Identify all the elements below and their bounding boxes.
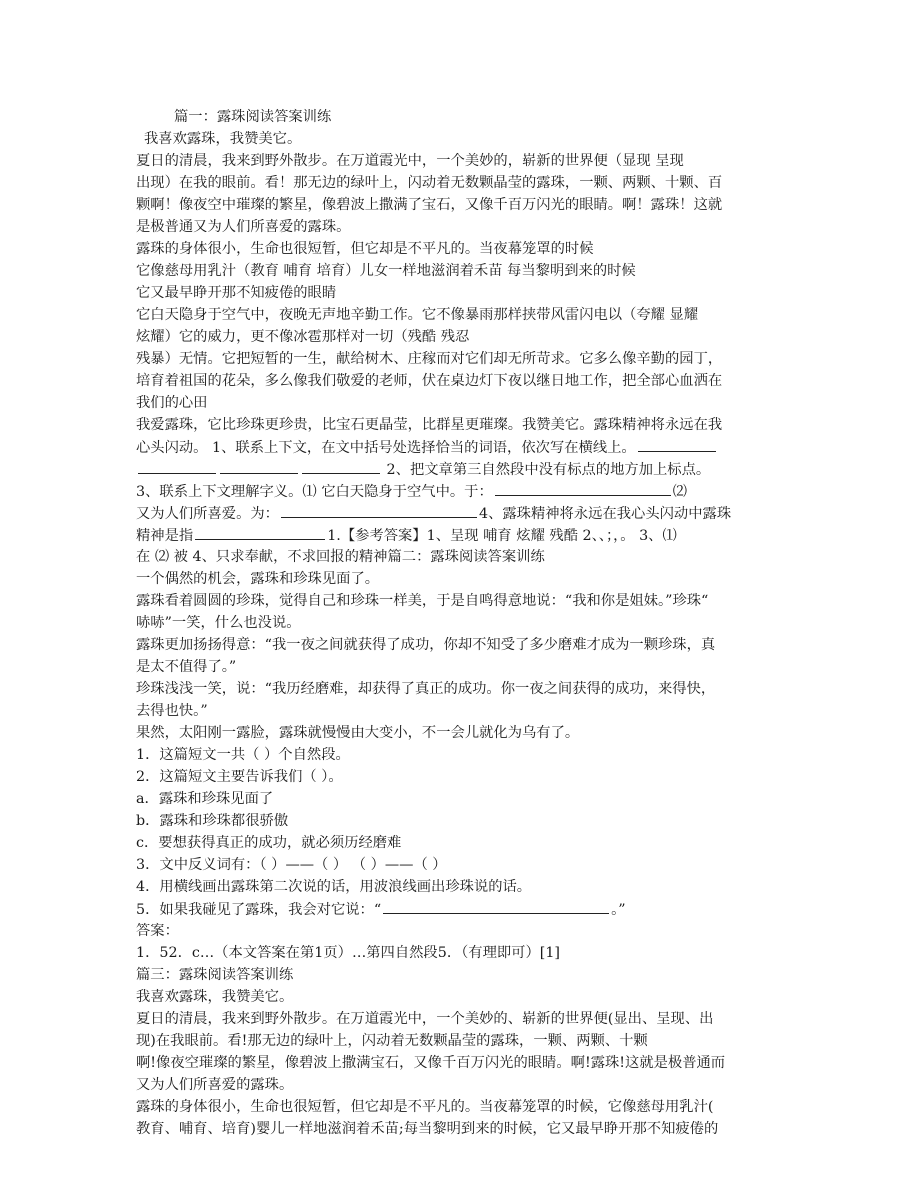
text-line: 去得也快。” — [136, 703, 208, 719]
answer-blank — [302, 458, 380, 474]
text-line: 炫耀）它的威力，更不像冰雹那样对一切（残酷 残忍 — [136, 329, 470, 345]
text-line: 我爱露珠，它比珍珠更珍贵，比宝石更晶莹，比群星更璀璨。我赞美它。露珠精神将永远在我 — [136, 417, 723, 433]
text-line: 露珠的身体很小，生命也很短暂，但它却是不平凡的。当夜幕笼罩的时候，它像慈母用乳汁( — [136, 1099, 714, 1115]
text-line: 哧哧”一笑，什么也没说。 — [136, 615, 301, 631]
text-line: 果然，太阳刚一露脸，露珠就慢慢由大变小，不一会儿就化为乌有了。 — [136, 725, 580, 741]
text-line: 教育、哺育、培育)婴儿一样地滋润着禾苗;每当黎明到来的时候，它又最早睁开那不知疲倦的 — [136, 1121, 719, 1137]
question-5-end: 。” — [611, 902, 626, 918]
text-line: 残暴）无情。它把短暂的一生，献给树木、庄稼而对它们却无所苛求。它多么像辛勤的园丁， — [136, 351, 723, 367]
text-line: 我们的心田 — [136, 395, 208, 411]
answer-line: 1．52．c…（本文答案在第1页）…第四自然段5．（有理即可）[1] — [136, 945, 561, 961]
question-2-text: 2、把文章第三自然段中没有标点的地方加上标点。 — [386, 462, 711, 478]
text-line: 露珠更加扬扬得意：“我一夜之间就获得了成功，你却不知受了多少磨难才成为一颗珍珠，真 — [136, 637, 716, 653]
question-4-text-b: 精神是指 — [136, 528, 194, 544]
question-line: 4．用横线画出露珠第二次说的话，用波浪线画出珍珠说的话。 — [136, 879, 532, 895]
question-3-text: 3、联系上下文理解字义。⑴ 它白天隐身于空气中。于： — [136, 484, 493, 500]
option-line: c．要想获得真正的成功，就必须历经磨难 — [136, 835, 402, 851]
text-line: 我喜欢露珠，我赞美它。 — [136, 989, 294, 1005]
question-3-text-b: 又为人们所喜爱。为： — [136, 506, 279, 522]
text-line: 是极普通又为人们所喜爱的露珠。 — [136, 219, 351, 235]
question-line — [136, 502, 796, 524]
text-line: 它白天隐身于空气中，夜晚无声地辛勤工作。它不像暴雨那样挟带风雷闪电以（夸耀 显耀 — [136, 307, 699, 323]
question-line — [136, 524, 796, 546]
text-line: 又为人们所喜爱的露珠。 — [136, 1077, 294, 1093]
section-title-3: 篇三：露珠阅读答案训练 — [136, 967, 294, 983]
question-5-text: 5．如果我碰见了露珠，我会对它说：“ — [136, 902, 382, 918]
question-3-part2: ⑵ — [672, 484, 688, 500]
reference-answer: 1.【参考答案】1、呈现 哺育 炫耀 残酷 2、、；，。 3、⑴ — [327, 528, 677, 544]
question-line — [136, 458, 796, 480]
question-line — [136, 436, 796, 458]
question-line — [136, 898, 796, 920]
question-1-text: 心头闪动。 1、联系上下文，在文中括号处选择恰当的词语，依次写在横线上。 — [136, 440, 636, 456]
text-line: 培育着祖国的花朵，多么像我们敬爱的老师，伏在桌边灯下夜以继日地工作，把全部心血洒在 — [136, 373, 723, 389]
text-line: 它像慈母用乳汁（教育 哺育 培育）儿女一样地滋润着禾苗 每当黎明到来的时候 — [136, 263, 636, 279]
option-line: b．露珠和珍珠都很骄傲 — [136, 813, 289, 829]
question-line: 1．这篇短文一共（ ）个自然段。 — [136, 747, 350, 763]
question-4-text: 4、露珠精神将永远在我心头闪动中露珠 — [478, 506, 732, 522]
question-line: 2．这篇短文主要告诉我们（ ）。 — [136, 769, 343, 785]
question-line: 3．文中反义词有：（ ）——（ ） （ ）——（ ） — [136, 857, 447, 873]
text-line: 夏日的清晨，我来到野外散步。在万道霞光中，一个美妙的，崭新的世界便（显现 呈现 — [136, 153, 684, 169]
text-line: 一个偶然的机会，露珠和珍珠见面了。 — [136, 571, 380, 587]
text-line: 出现）在我的眼前。看！那无边的绿叶上，闪动着无数颗晶莹的露珠，一颗、两颗、十颗、百 — [136, 175, 723, 191]
answer-blank — [195, 524, 325, 540]
text-line: 珍珠浅浅一笑，说：“我历经磨难，却获得了真正的成功。你一夜之间获得的成功，来得快， — [136, 681, 716, 697]
text-line: 露珠看着圆圆的珍珠，觉得自己和珍珠一样美，于是自鸣得意地说：“我和你是姐妹。”珍珠“ — [136, 593, 709, 609]
answer-blank — [495, 480, 671, 496]
text-line: 露珠的身体很小，生命也很短暂，但它却是不平凡的。当夜幕笼罩的时候 — [136, 241, 594, 257]
text-line: 现)在我眼前。看!那无边的绿叶上，闪动着无数颗晶莹的露珠，一颗、两颗、十颗 — [136, 1033, 648, 1049]
text-line: 夏日的清晨，我来到野外散步。在万道霞光中，一个美妙的、崭新的世界便(显出、呈现、出 — [136, 1011, 714, 1027]
answer-blank — [220, 458, 298, 474]
answer-blank — [138, 458, 216, 474]
text-line: 它又最早睁开那不知疲倦的眼睛 — [136, 285, 337, 301]
text-line: 我喜欢露珠，我赞美它。 — [144, 131, 302, 147]
text-line: 啊!像夜空璀璨的繁星，像碧波上撒满宝石，又像千百万闪光的眼睛。啊!露珠!这就是极普通而 — [136, 1055, 726, 1071]
question-line — [136, 480, 796, 502]
text-line: 在 ⑵ 被 4、只求奉献，不求回报的精神篇二：露珠阅读答案训练 — [136, 549, 545, 565]
answer-blank — [383, 898, 609, 914]
text-line: 是太不值得了。” — [136, 659, 237, 675]
text-line: 颗啊！像夜空中璀璨的繁星，像碧波上撒满了宝石，又像千百万闪光的眼睛。啊！露珠！这就 — [136, 197, 723, 213]
answer-blank — [638, 436, 716, 452]
section-title-1: 篇一：露珠阅读答案训练 — [174, 109, 332, 125]
answer-heading: 答案： — [136, 923, 179, 939]
option-line: a．露珠和珍珠见面了 — [136, 791, 274, 807]
answer-blank — [281, 502, 477, 518]
